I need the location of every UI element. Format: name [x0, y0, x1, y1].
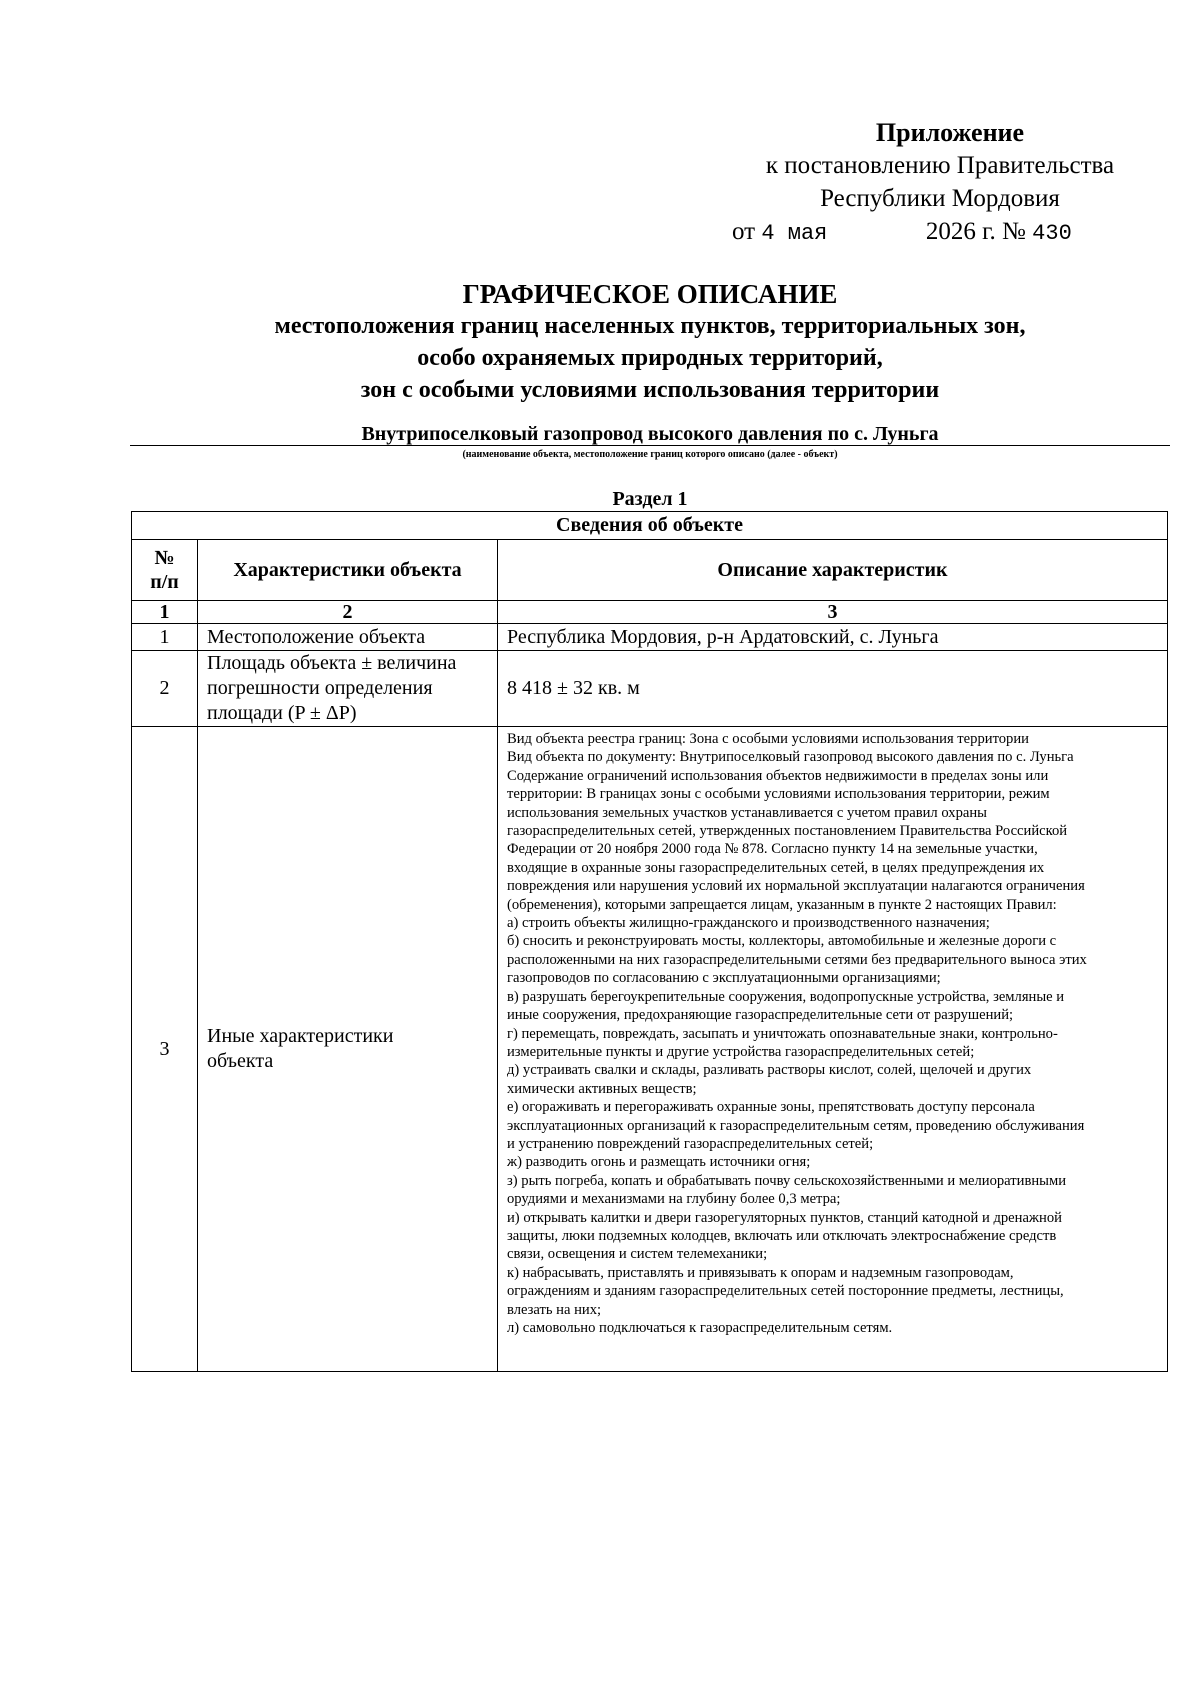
table-row: [132, 624, 1168, 651]
table-row: [132, 651, 1168, 727]
restriction-line: г) перемещать, повреждать, засыпать и уничтожать опознавательные знаки, контрольно-: [507, 1025, 1058, 1042]
restriction-line: е) огораживать и перегораживать охранные зоны, препятствовать доступу персонала: [507, 1099, 1035, 1116]
row-value: 8 418 ± 32 кв. м: [498, 651, 1168, 727]
restriction-line: территории: В границах зоны с особыми условиями использования территории, режим: [507, 786, 1050, 803]
appendix-title: Приложение: [875, 118, 1025, 147]
restriction-line: д) устраивать свалки и склады, разливать растворы кислот, солей, щелочей и других: [507, 1062, 1032, 1079]
restriction-line: Содержание ограничений использования объектов недвижимости в пределах зоны или: [507, 767, 1049, 784]
row-number: 1: [132, 624, 198, 651]
row-value: Республика Мордовия, р-н Ардатовский, с. Луньга: [498, 624, 1168, 651]
restriction-line: повреждения или нарушения условий их нормальной эксплуатации налагаются ограничения: [507, 878, 1085, 895]
row-name-line: площади (P ± ΔP): [207, 702, 357, 724]
appendix-line-2: Республики Мордовия: [820, 185, 1060, 212]
table-caption: Сведения об объекте: [132, 512, 1168, 540]
row-name: [198, 651, 498, 727]
appendix-block: [720, 116, 1160, 250]
order-line: [720, 215, 1160, 250]
table-header-row: [132, 540, 1168, 601]
document-subtitle-3: зон с особыми условиями использования территории: [360, 377, 940, 403]
header-number-line-1: №: [154, 547, 175, 569]
restriction-line: расположенными на них газораспределительными сетями без предварительного выноса этих: [507, 951, 1087, 968]
restriction-line: входящие в охранные зоны газораспределительных сетей, в целях предупреждения их: [507, 859, 1045, 876]
table-index-row: [132, 601, 1168, 624]
row-name: Местоположение объекта: [198, 624, 498, 651]
row-number: 2: [132, 651, 198, 727]
document-subtitle-2: особо охраняемых природных территорий,: [417, 345, 883, 371]
column-index-2: 2: [198, 601, 498, 624]
row-name-line: погрешности определения: [207, 677, 433, 699]
restriction-line: Вид объекта по документу: Внутрипоселковый газопровод высокого давления по с. Луньга: [507, 749, 1074, 766]
restriction-line: использования земельных участков устанавливается с учетом правил охраны: [507, 804, 987, 821]
restriction-line: ограждениям и зданиям газораспределительных сетей посторонние предметы, лестницы,: [507, 1283, 1064, 1300]
header-number-line-2: п/п: [150, 571, 179, 593]
row-name-line: Иные характеристики: [207, 1025, 394, 1047]
order-year: 2026 г. №: [925, 218, 1026, 245]
restriction-line: измерительные пункты и другие устройства газораспределительных сетей;: [507, 1043, 975, 1060]
object-info-table: [131, 511, 1168, 1372]
header-number: [132, 540, 198, 601]
header-description: Описание характеристик: [498, 540, 1168, 601]
order-date: 4 мая: [761, 221, 828, 246]
restriction-line: газопроводов по согласованию с эксплуатационными организациями;: [507, 970, 941, 987]
restriction-line: (обременения), которыми запрещается лицам, указанным в пункте 2 настоящих Правил:: [507, 896, 1057, 913]
restriction-line: связи, освещения и систем телемеханики;: [507, 1246, 768, 1263]
restriction-line: ж) разводить огонь и размещать источники огня;: [507, 1154, 811, 1171]
row-name-line: объекта: [207, 1050, 274, 1072]
restriction-line: и устранению повреждений газораспределительных сетей;: [507, 1135, 874, 1152]
document-subtitle-1: местоположения границ населенных пунктов, территориальных зон,: [274, 313, 1026, 339]
restriction-line: химически активных веществ;: [507, 1080, 697, 1097]
appendix-line-1: к постановлению Правительства: [765, 152, 1115, 179]
header-characteristics: Характеристики объекта: [198, 540, 498, 601]
document-title: ГРАФИЧЕСКОЕ ОПИСАНИЕ: [462, 279, 838, 309]
table-caption-row: [132, 512, 1168, 540]
restriction-line: эксплуатационных организаций к газораспределительным сетям, проведению обслуживания: [507, 1117, 1085, 1134]
row-name: [198, 727, 498, 1372]
column-index-1: 1: [132, 601, 198, 624]
restriction-line: орудиями и механизмами на глубину более 0,3 метра;: [507, 1191, 841, 1208]
restriction-line: защиты, люки подземных колодцев, включать или отключать электроснабжение средств: [507, 1227, 1057, 1244]
table-row: [132, 727, 1168, 1372]
order-number: 430: [1032, 221, 1072, 246]
restriction-line: л) самовольно подключаться к газораспределительным сетям.: [507, 1320, 893, 1336]
restriction-line: иные сооружения, предохраняющие газораспределительные сети от разрушений;: [507, 1007, 1014, 1024]
restriction-line: Федерации от 20 ноября 2000 года № 878. Согласно пункту 14 на земельные участки,: [507, 841, 1038, 858]
restriction-line: а) строить объекты жилищно-гражданского и производственного назначения;: [507, 915, 990, 932]
object-name: Внутрипоселковый газопровод высокого давления по с. Луньга: [361, 423, 939, 445]
row-name-line: Площадь объекта ± величина: [207, 652, 457, 674]
restriction-line: з) рыть погреба, копать и обрабатывать почву сельскохозяйственными и мелиоративными: [507, 1172, 1067, 1189]
restriction-line: Вид объекта реестра границ: Зона с особыми условиями использования территории: [507, 731, 1029, 747]
object-underline: [130, 445, 1170, 446]
restriction-line: б) сносить и реконструировать мосты, коллекторы, автомобильные и железные дороги с: [507, 933, 1057, 950]
row-value-restrictions: [498, 727, 1168, 1372]
restriction-line: и) открывать калитки и двери газорегуляторных пунктов, станций катодной и дренажной: [507, 1209, 1062, 1226]
restriction-line: к) набрасывать, приставлять и привязывать к опорам и надземным газопроводам,: [507, 1264, 1014, 1281]
document-heading: [130, 278, 1170, 406]
section-title: Раздел 1: [612, 488, 688, 510]
object-caption: (наименование объекта, местоположение границ которого описано (далее - объект): [462, 449, 838, 460]
order-from: от: [732, 218, 756, 245]
restriction-line: газораспределительных сетей, утвержденных постановлением Правительства Российской: [507, 823, 1068, 840]
row-number: 3: [132, 727, 198, 1372]
restriction-line: в) разрушать берегоукрепительные сооружения, водопропускные устройства, земляные и: [507, 988, 1065, 1005]
column-index-3: 3: [498, 601, 1168, 624]
restriction-line: влезать на них;: [507, 1301, 602, 1318]
